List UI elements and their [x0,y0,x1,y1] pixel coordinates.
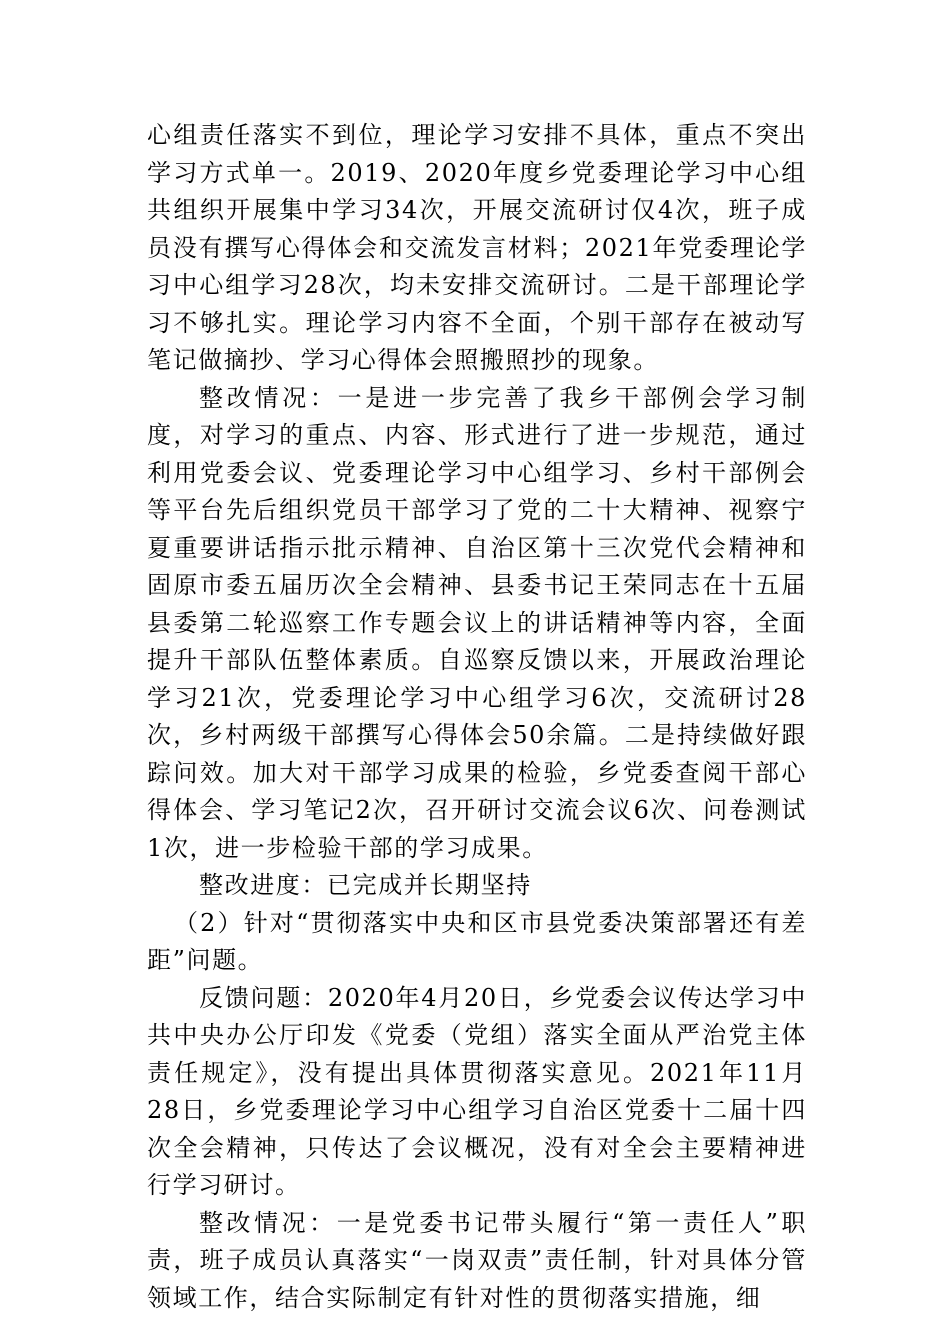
paragraph-rectification-status-1: 整改情况：一是进一步完善了我乡干部例会学习制度，对学习的重点、内容、形式进行了进一步规范，通过利用党委会议、党委理论学习中心组学习、乡村干部例会等平台先后组织党员干部学习了党的二十大精神、视察宁夏重要讲话指示批示精神、自治区第十三次党代会精神和固原市委五届历次全会精神、县委书记王荣同志在十五届县委第二轮巡察工作专题会议上的讲话精神等内容，全面提升干部队伍整体素质。自巡察反馈以来，开展政治理论学习21次，党委理论学习中心组学习6次，交流研讨28次，乡村两级干部撰写心得体会50余篇。二是持续做好跟踪问效。加大对干部学习成果的检验，乡党委查阅干部心得体会、学习笔记2次，召开研讨交流会议6次、问卷测试1次，进一步检验干部的学习成果。 [147,383,807,862]
paragraph-continued-problem: 心组责任落实不到位，理论学习安排不具体，重点不突出学习方式单一。2019、2020年度乡党委理论学习中心组共组织开展集中学习34次，开展交流研讨仅4次，班子成员没有撰写心得体会和交流发言材料；2021年党委理论学习中心组学习28次，均未安排交流研讨。二是干部理论学习不够扎实。理论学习内容不全面，个别干部存在被动写笔记做摘抄、学习心得体会照搬照抄的现象。 [147,121,807,374]
paragraph-rectification-status-2: 整改情况：一是党委书记带头履行“第一责任人”职责，班子成员认真落实“一岗双责”责任制，针对具体分管领域工作，结合实际制定有针对性的贯彻落实措施，细 [147,1208,807,1312]
paragraph-section-heading-2: （2）针对“贯彻落实中央和区市县党委决策部署还有差距”问题。 [147,908,807,974]
paragraph-rectification-progress: 整改进度：已完成并长期坚持 [199,871,532,899]
document-body [147,117,807,1317]
paragraph-feedback-problem: 反馈问题：2020年4月20日，乡党委会议传达学习中共中央办公厅印发《党委（党组）落实全面从严治党主体责任规定》，没有提出具体贯彻落实意见。2021年11月28日，乡党委理论学习中心组学习自治区党委十二届十四次全会精神，只传达了会议概况，没有对全会主要精神进行学习研讨。 [147,983,807,1199]
